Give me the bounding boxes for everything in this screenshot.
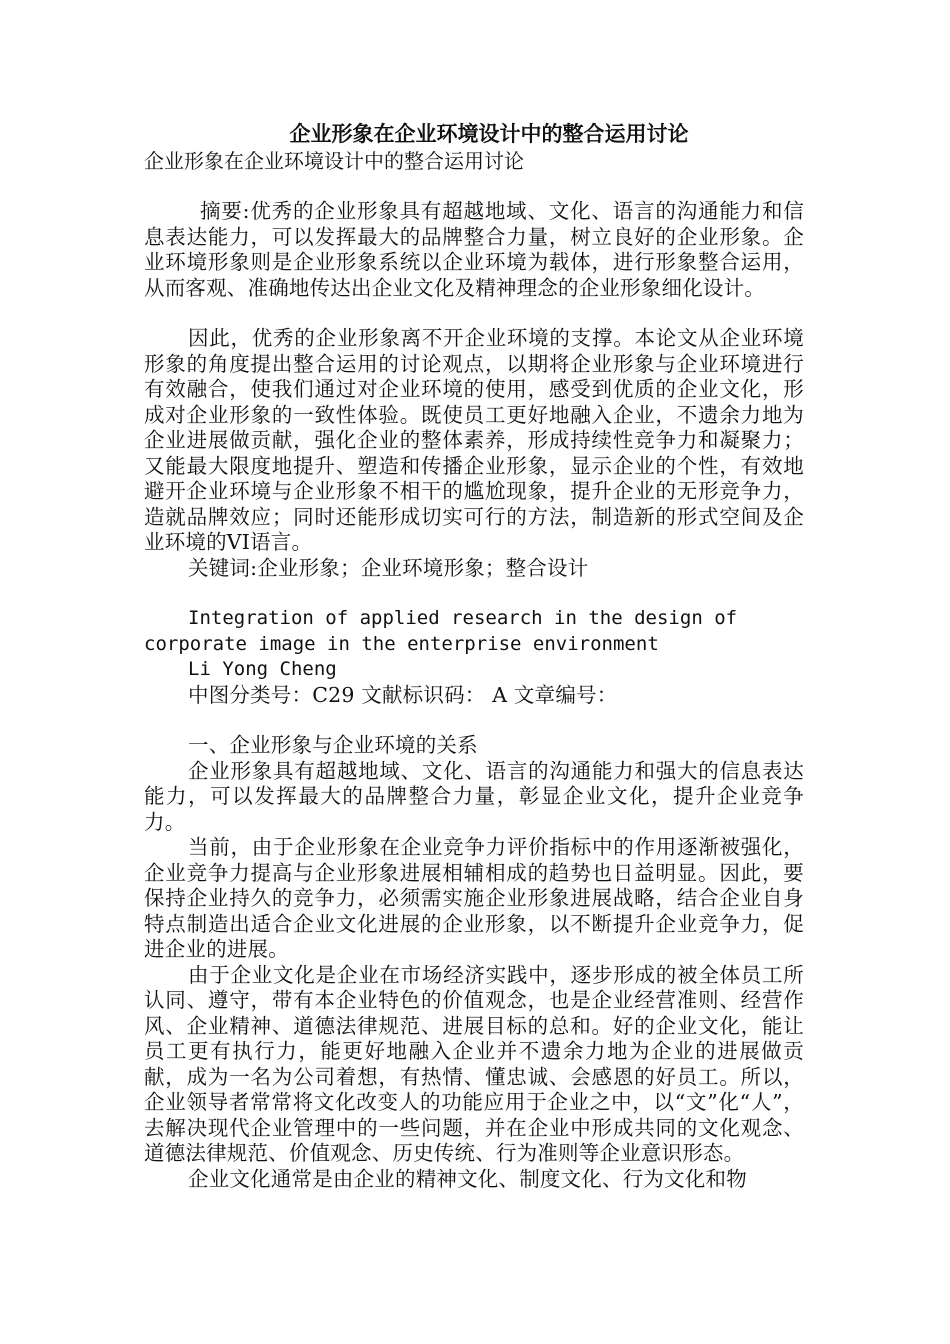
classification-line: 中图分类号：C29 文献标识码： A 文章编号：	[188, 682, 618, 707]
english-title-line-2: corporate image in the enterprise environment	[144, 632, 659, 655]
english-title-line-1: Integration of applied research in the design of	[188, 607, 738, 629]
intro-paragraph: 因此，优秀的企业形象离不开企业环境的支撑。本论文从企业环境形象的角度提出整合运用的讨论观点，以期将企业形象与企业环境进行有效融合，使我们通过对企业环境的使用，感受到优质的企业文化，形成对企业形象的一致性体验。既使员工更好地融入企业，不遗余力地为企业进展做贡献，强化企业的整体素养，形成持续性竞争力和凝聚力；又能最大限度地提升、塑造和传播企业形象，显示企业的个性，有效地避开企业环境与企业形象不相干的尴尬现象，提升企业的无形竞争力，造就品牌效应；同时还能形成切实可行的方法，制造新的形式空间及企业环境的VI语言。	[144, 326, 804, 554]
keywords-line: 关键词:企业形象；企业环境形象；整合设计	[188, 555, 589, 580]
body-paragraph-4: 企业文化通常是由企业的精神文化、制度文化、行为文化和物	[188, 1166, 747, 1191]
abstract-paragraph: 摘要:优秀的企业形象具有超越地域、文化、语言的沟通能力和信息表达能力，可以发挥最大的品牌整合力量，树立良好的企业形象。企业环境形象则是企业形象系统以企业环境为载体，进行形象整合运用，从而客观、准确地传达出企业文化及精神理念的企业形象细化设计。	[144, 199, 804, 300]
body-paragraph-3: 由于企业文化是企业在市场经济实践中，逐步形成的被全体员工所认同、遵守，带有本企业特色的价值观念，也是企业经营准则、经营作风、企业精神、道德法律规范、进展目标的总和。好的企业文化，能让员工更有执行力，能更好地融入企业并不遗余力地为企业的进展做贡献，成为一名为公司着想，有热情、懂忠诚、会感恩的好员工。所以，企业领导者常常将文化改变人的功能应用于企业之中，以“文”化“人”，去解决现代企业管理中的一些问题，并在企业中形成共同的文化观念、道德法律规范、价值观念、历史传统、行为准则等企业意识形态。	[144, 962, 804, 1165]
spacer	[144, 301, 804, 326]
body-paragraph-1: 企业形象具有超越地域、文化、语言的沟通能力和强大的信息表达能力，可以发挥最大的品牌整合力量，彰显企业文化，提升企业竞争力。	[144, 758, 804, 834]
body-paragraph-2: 当前，由于企业形象在企业竞争力评价指标中的作用逐渐被强化，企业竞争力提高与企业形象进展相辅相成的趋势也日益明显。因此，要保持企业持久的竞争力，必须需实施企业形象进展战略，结合企业自身特点制造出适合企业文化进展的企业形象，以不断提升企业竞争力，促进企业的进展。	[144, 835, 804, 961]
document-subtitle: 企业形象在企业环境设计中的整合运用讨论	[144, 149, 524, 173]
author-line: Li Yong Cheng	[188, 658, 337, 680]
spacer	[144, 174, 804, 199]
section-1-heading: 一、企业形象与企业环境的关系	[188, 733, 478, 757]
document-title: 企业形象在企业环境设计中的整合运用讨论	[289, 121, 689, 146]
spacer	[144, 581, 804, 606]
document-page	[144, 120, 804, 1192]
spacer	[144, 708, 804, 733]
